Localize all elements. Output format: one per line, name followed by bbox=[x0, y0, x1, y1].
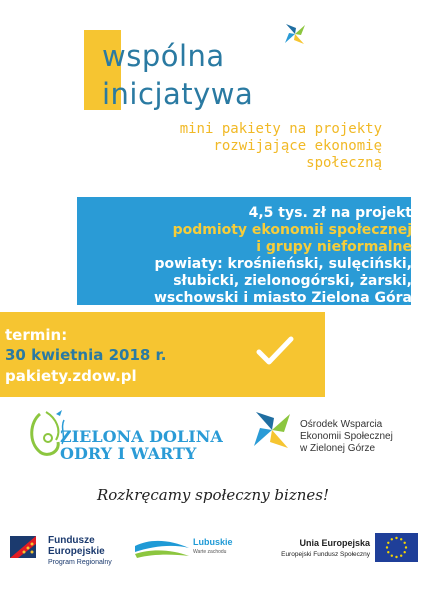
owes-name-2: Ekonomii Społecznej bbox=[300, 431, 393, 442]
deadline-date: 30 kwietnia 2018 r. bbox=[5, 346, 167, 364]
eu-flag-icon bbox=[375, 533, 418, 562]
title-line-1: wspólna bbox=[102, 39, 225, 73]
lubuskie-wave-icon bbox=[133, 536, 191, 560]
slogan: Rozkręcamy społeczny biznes! bbox=[96, 486, 330, 504]
subtitle-line-1: mini pakiety na projekty bbox=[179, 121, 382, 137]
website-link[interactable]: pakiety.zdow.pl bbox=[5, 367, 137, 385]
fe-name-1: Fundusze bbox=[48, 535, 95, 546]
target-text-1: podmioty ekonomii społecznej bbox=[172, 222, 412, 238]
subtitle-line-3: społeczną bbox=[306, 155, 382, 171]
districts-text-3: wschowski i miasto Zielona Góra bbox=[153, 290, 412, 306]
eu-fund-name: Europejski Fundusz Społeczny bbox=[281, 551, 370, 558]
amount-text: 4,5 tys. zł na projekt bbox=[248, 205, 412, 221]
zielona-dolina-name-2: ODRY I WARTY bbox=[60, 444, 197, 463]
title-line-2: inicjatywa bbox=[102, 77, 254, 111]
checkmark-icon bbox=[255, 335, 295, 367]
fundusze-europejskie-flag-icon bbox=[8, 534, 44, 564]
districts-text-2: słubicki, zielonogórski, żarski, bbox=[173, 273, 412, 289]
lubuskie-name: Lubuskie bbox=[193, 537, 233, 547]
subtitle-line-2: rozwijające ekonomię bbox=[213, 138, 382, 154]
owes-name-1: Ośrodek Wsparcia bbox=[300, 419, 383, 430]
owes-name-3: w Zielonej Górze bbox=[300, 443, 376, 454]
owes-pinwheel-icon bbox=[252, 410, 292, 450]
eu-name: Unia Europejska bbox=[299, 538, 370, 548]
fe-name-2: Europejskie bbox=[48, 546, 105, 557]
zielona-dolina-name-1: ZIELONA DOLINA bbox=[60, 427, 223, 446]
fe-name-3: Program Regionalny bbox=[48, 559, 112, 566]
target-text-2: i grupy nieformalne bbox=[256, 239, 412, 255]
districts-text-1: powiaty: krośnieński, sulęciński, bbox=[154, 256, 412, 272]
deadline-label: termin: bbox=[5, 326, 68, 344]
pinwheel-logo-icon bbox=[283, 22, 307, 46]
lubuskie-tagline: Warte zachodu bbox=[193, 549, 227, 555]
